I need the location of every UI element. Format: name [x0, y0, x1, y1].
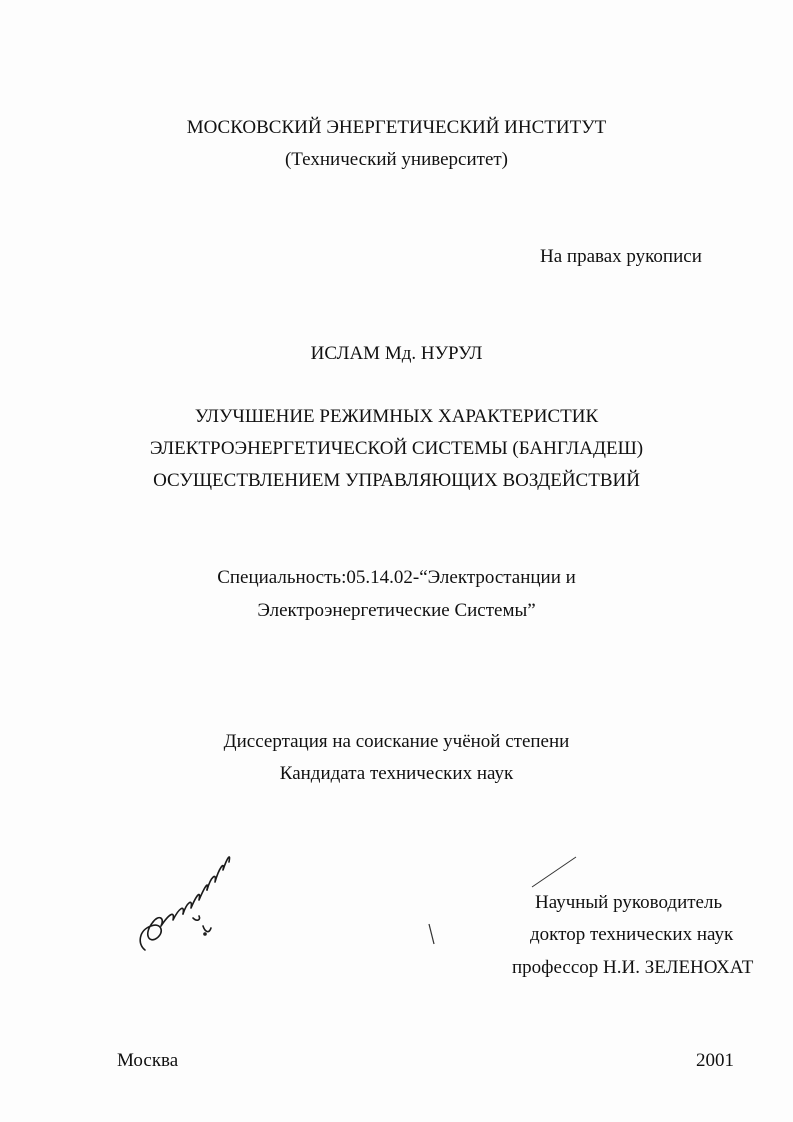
supervisor-name: профессор Н.И. ЗЕЛЕНОХАТ [512, 957, 754, 978]
thesis-title-line-2: ЭЛЕКТРОЭНЕРГЕТИЧЕСКОЙ СИСТЕМЫ (БАНГЛАДЕШ) [149, 438, 644, 459]
specialty-line-2: Электроэнергетические Системы” [257, 600, 536, 621]
manuscript-note: На правах рукописи [540, 246, 702, 267]
city: Москва [117, 1050, 179, 1071]
institute-subtitle: (Технический университет) [284, 149, 509, 170]
specialty-line-1: Специальность:05.14.02-“Электростанции и [217, 567, 576, 588]
institute-name: МОСКОВСКИЙ ЭНЕРГЕТИЧЕСКИЙ ИНСТИТУТ [186, 117, 607, 138]
author-name: ИСЛАМ Мд. НУРУЛ [310, 343, 483, 364]
thesis-title-line-3: ОСУЩЕСТВЛЕНИЕМ УПРАВЛЯЮЩИХ ВОЗДЕЙСТВИЙ [153, 470, 640, 491]
handwritten-signature [135, 822, 235, 962]
supervisor-role: Научный руководитель [535, 892, 723, 913]
dissertation-line-2: Кандидата технических наук [279, 763, 514, 784]
dissertation-line-1: Диссертация на соискание учёной степени [223, 731, 570, 752]
pen-tick-mark [426, 922, 438, 947]
year: 2001 [696, 1050, 734, 1071]
pen-stroke-mark [530, 855, 580, 890]
supervisor-degree: доктор технических наук [530, 924, 734, 945]
thesis-title-line-1: УЛУЧШЕНИЕ РЕЖИМНЫХ ХАРАКТЕРИСТИК [194, 406, 599, 427]
